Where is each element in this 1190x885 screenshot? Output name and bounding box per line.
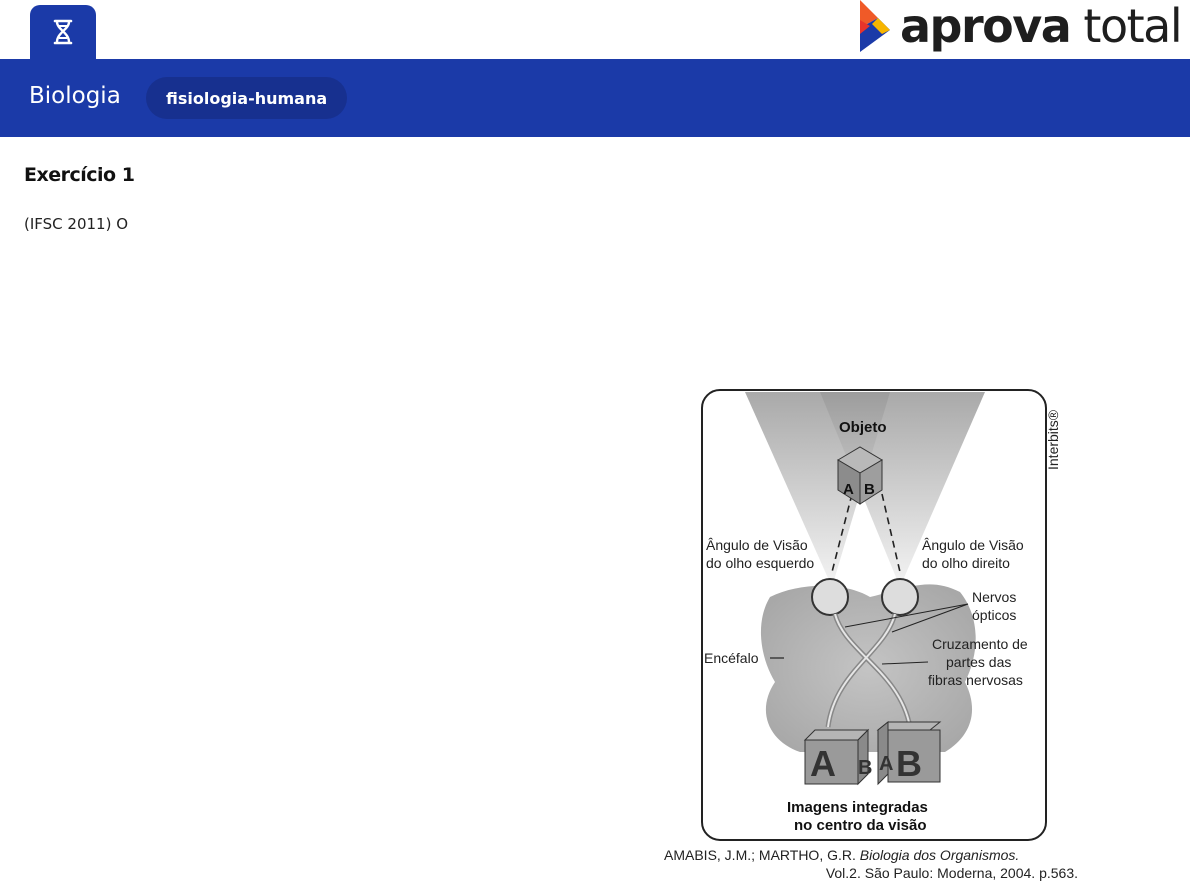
dna-icon <box>52 19 74 49</box>
topic-tag[interactable]: fisiologia-humana <box>146 77 347 119</box>
figure-caption <box>664 846 1078 882</box>
right-angle-line-1: Ângulo de Visão <box>922 537 1024 553</box>
left-angle-line-2: do olho esquerdo <box>706 555 815 571</box>
crossing-line-3: fibras nervosas <box>928 672 1023 688</box>
left-image-cube <box>805 730 872 784</box>
right-image-cube <box>878 722 940 784</box>
credit-label: Interbits® <box>1045 409 1061 470</box>
left-cube-letter-a: A <box>810 743 836 784</box>
subject-title: Biologia <box>29 83 121 109</box>
integrated-line-2: no centro da visão <box>794 817 927 834</box>
vision-diagram <box>660 382 1080 882</box>
right-eye <box>882 579 918 615</box>
right-angle-line-2: do olho direito <box>922 555 1010 571</box>
aprova-logo-mark-icon <box>860 0 890 56</box>
crossing-line-1: Cruzamento de <box>932 636 1028 652</box>
encephalon-shape <box>761 584 976 752</box>
caption-line1-prefix: AMABIS, J.M.; MARTHO, G.R. <box>664 847 860 863</box>
exercise-title: Exercício 1 <box>24 164 135 186</box>
crossing-line-2: partes das <box>946 654 1012 670</box>
right-cube-letter-b: B <box>896 743 922 784</box>
encephalon-label: Encéfalo <box>704 650 759 666</box>
caption-line2: Vol.2. São Paulo: Moderna, 2004. p.563. <box>825 865 1078 881</box>
integrated-line-1: Imagens integradas <box>787 799 928 816</box>
optic-nerves-line-1: Nervos <box>972 589 1017 605</box>
subject-band <box>0 59 1190 137</box>
subject-tab[interactable] <box>30 5 96 61</box>
left-eye <box>812 579 848 615</box>
exercise-text: (IFSC 2011) O <box>24 215 129 233</box>
caption-line1-title: Biologia dos Organismos. <box>859 847 1020 863</box>
right-cube-letter-a: A <box>879 753 894 775</box>
object-label: Objeto <box>839 419 887 436</box>
brand-logo[interactable] <box>860 0 1181 56</box>
optic-nerves-line-2: ópticos <box>972 607 1017 623</box>
logo-wordmark: aprova total <box>900 0 1182 53</box>
left-angle-line-1: Ângulo de Visão <box>706 537 808 553</box>
top-bar <box>0 0 1190 59</box>
left-cube-letter-b: B <box>858 757 873 779</box>
object-cube-letter-b: B <box>864 481 875 498</box>
object-cube-letter-a: A <box>843 481 854 498</box>
